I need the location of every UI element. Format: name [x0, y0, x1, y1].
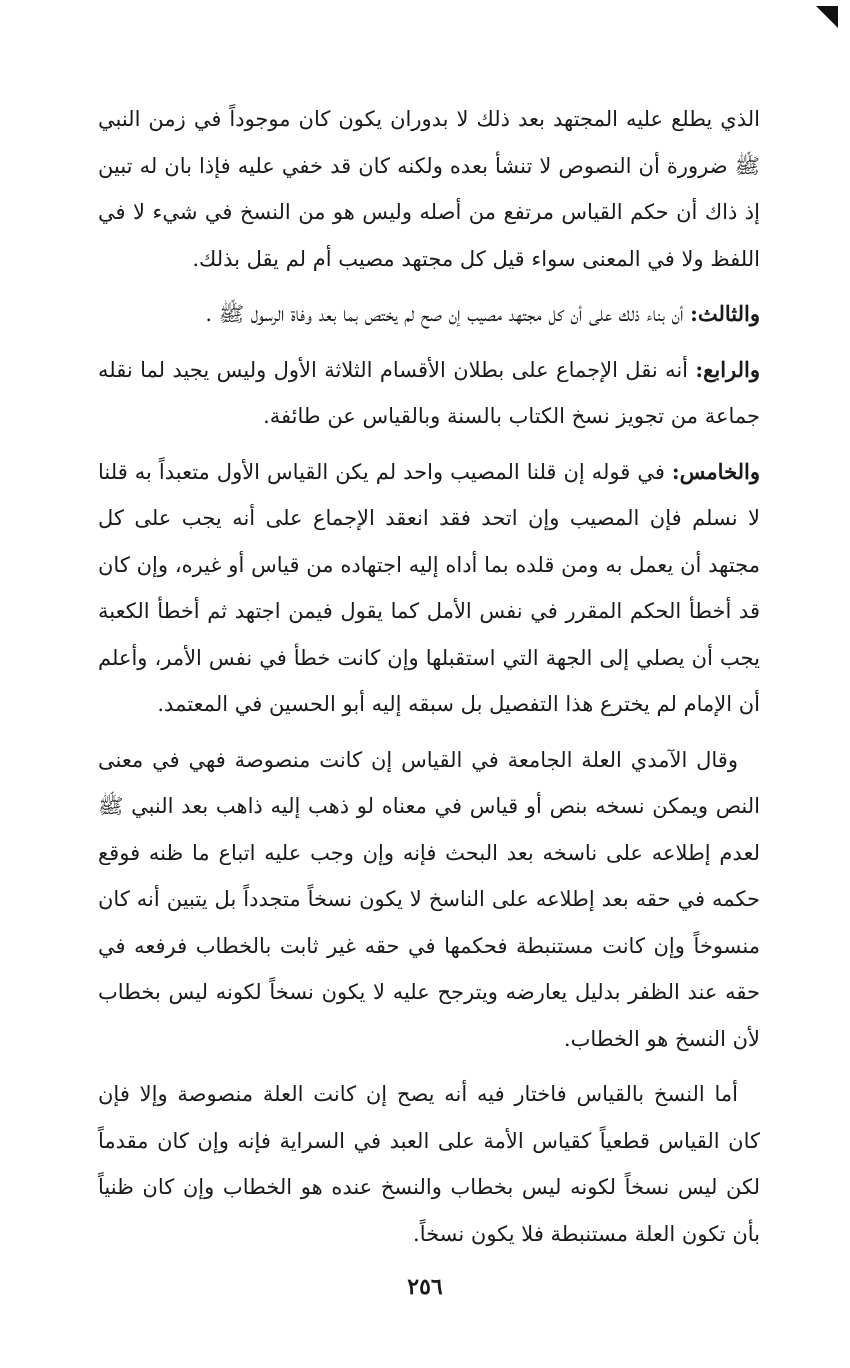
- page-number: ٢٥٦: [407, 1274, 443, 1300]
- paragraph-fifth: [98, 449, 760, 728]
- paragraph-naskh-qiyas: [98, 1071, 760, 1257]
- paragraph-text: أنه نقل الإجماع على بطلان الأقسام الثلاثة الأول وليس يجيد لما نقله جماعة من تجويز نسخ الكتاب بالسنة وبالقياس عن طائفة.: [98, 357, 760, 428]
- paragraph-amidi: [98, 737, 760, 1063]
- paragraph-1: [98, 96, 760, 282]
- paragraph-text: أن بناء ذلك على أن كل مجتهد مصيب إن صح لم يختص بما بعد وفاة الرسول ﷺ .: [205, 302, 691, 326]
- paragraph-third: [98, 291, 760, 338]
- paragraph-label: والخامس:: [671, 458, 760, 484]
- body-text: [98, 96, 760, 1266]
- paragraph-text: الذي يطلع عليه المجتهد بعد ذلك لا بدوران يكون كان موجوداً في زمن النبي ﷺ ضرورة أن النصوص لا تنشأ بعده ولكنه كان قد خفي عليه فإذا بان له تبين إذ ذاك أن حكم القياس مرتفع من أصله وليس هو من النسخ في شيء لا في اللفظ ولا في المعنى سواء قيل كل مجتهد مصيب أم لم يقل بذلك.: [98, 107, 760, 271]
- paragraph-text: وقال الآمدي العلة الجامعة في القياس إن كانت منصوصة فهي في معنى النص ويمكن نسخه بنص أو قياس في معناه لو ذهب إليه ذاهب بعد النبي ﷺ لعدم إطلاعه على ناسخه بعد البحث فإنه وإن وجب عليه اتباع ما ظنه فوقع حكمه في حقه بعد إطلاعه على الناسخ لا يكون نسخاً متجدداً بل يتبين أنه كان منسوخاً وإن كانت مستنبطة فحكمها في حقه غير ثابت بالخطاب فرفعه في حقه عند الظفر بدليل يعارضه ويترجح عليه لا يكون نسخاً لكونه ليس بخطاب لأن النسخ هو الخطاب.: [98, 747, 760, 1051]
- paragraph-text: أما النسخ بالقياس فاختار فيه أنه يصح إن كانت العلة منصوصة وإلا فإن كان القياس قطعياً كقياس الأمة على العبد في السراية فإنه وإن كان مقدماً لكن ليس نسخاً لكونه ليس بخطاب والنسخ عنده هو الخطاب وإن كان ظنياً بأن تكون العلة مستنبطة فلا يكون نسخاً.: [98, 1082, 760, 1246]
- paragraph-label: والثالث:: [690, 301, 760, 326]
- corner-triangle-mark: [816, 6, 838, 28]
- paragraph-fourth: [98, 347, 760, 440]
- paragraph-text: في قوله إن قلنا المصيب واحد لم يكن القياس الأول متعبداً به قلنا لا نسلم فإن المصيب وإن اتحد فقد انعقد الإجماع على أنه يجب على كل مجتهد أن يعمل به ومن قلده بما أداه إليه اجتهاده من قياس أو غيره، وإن كان قد أخطأ الحكم المقرر في نفس الأمل كما يقول فيمن اجتهد ثم أخطأ الكعبة يجب أن يصلي إلى الجهة التي استقبلها وإن كانت خطأ في نفس الأمر، وأعلم أن الإمام لم يخترع هذا التفصيل بل سبقه إليه أبو الحسين في المعتمد.: [98, 459, 760, 716]
- paragraph-label: والرابع:: [695, 356, 760, 382]
